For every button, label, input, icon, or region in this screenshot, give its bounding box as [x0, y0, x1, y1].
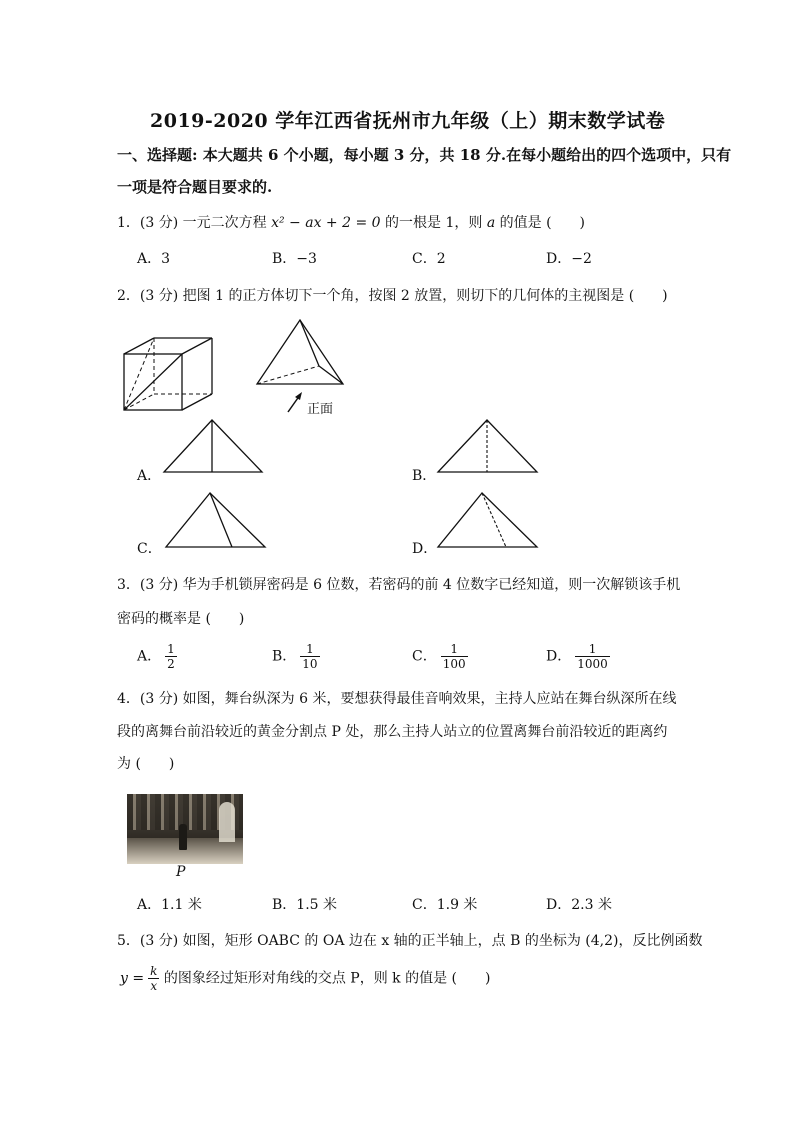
q3-option-a-num: 1 [167, 642, 175, 656]
question-4-line3: 为 ( ) [117, 756, 175, 772]
question-4-line1: 4．(3 分) 如图，舞台纵深为 6 米，要想获得最佳音响效果，主持人应站在舞台纵深所在线 [117, 691, 677, 707]
q1-equation: x² − ax + 2 = 0 [271, 215, 381, 231]
q4-option-d[interactable]: D．2.3 米 [546, 897, 612, 913]
q3-option-c-label: C． [412, 648, 437, 665]
q2-option-c-figure[interactable] [164, 491, 268, 549]
q5-function-den: x [150, 979, 158, 993]
q2-option-a-figure[interactable] [162, 418, 264, 474]
q3-option-b-label: B． [272, 648, 297, 665]
question-1-stem [117, 212, 585, 232]
question-4-line2: 段的离舞台前沿较近的黄金分割点 P 处，那么主持人站立的位置离舞台前沿较近的距离约 [117, 724, 668, 740]
q3-option-d-fraction [575, 642, 610, 671]
q3-option-d[interactable] [546, 642, 610, 671]
q1-variable: a [486, 215, 496, 231]
q3-option-c-den: 100 [442, 657, 466, 671]
question-3-line2: 密码的概率是 ( ) [117, 611, 245, 627]
q3-option-a-den: 2 [167, 657, 175, 671]
q3-option-b-num: 1 [306, 642, 314, 656]
figure-1-cube [120, 336, 216, 416]
q2-option-c-label[interactable]: C． [137, 541, 162, 557]
q1-stem-a: 1．(3 分) 一元二次方程 [117, 215, 272, 231]
stage-photo-host [179, 824, 187, 850]
stage-photo [127, 794, 243, 864]
q3-option-d-label: D． [546, 648, 572, 665]
q5-function-y: y = [120, 970, 145, 987]
front-view-label: 正面 [307, 402, 334, 417]
q2-option-b-figure[interactable] [436, 418, 540, 474]
q2-option-d-figure[interactable] [436, 491, 540, 549]
question-2-stem: 2．(3 分) 把图 1 的正方体切下一个角，按图 2 放置，则切下的几何体的主视图是 ( ) [117, 288, 668, 304]
page-title: 2019-2020 学年江西省抚州市九年级（上）期末数学试卷 [150, 110, 666, 132]
q1-option-c[interactable]: C．2 [412, 251, 446, 267]
q3-option-a[interactable] [137, 642, 177, 671]
section-heading-line2: 一项是符合题目要求的. [117, 178, 273, 196]
q3-option-a-label: A． [137, 648, 162, 665]
q1-option-b[interactable]: B．−3 [272, 251, 317, 267]
q3-option-c-fraction [441, 642, 468, 671]
q3-option-a-fraction [165, 642, 177, 671]
stage-photo-door [219, 802, 235, 842]
question-3-line1: 3．(3 分) 华为手机锁屏密码是 6 位数，若密码的前 4 位数字已经知道，则一次解锁该手机 [117, 577, 681, 593]
q1-option-d[interactable]: D．−2 [546, 251, 592, 267]
q3-option-b[interactable] [272, 642, 320, 671]
q5-line2-text: 的图象经过矩形对角线的交点 P，则 k 的值是 ( ) [159, 970, 491, 987]
q4-option-b[interactable]: B．1.5 米 [272, 897, 338, 913]
front-view-arrow-icon [286, 392, 304, 414]
question-5-line1: 5．(3 分) 如图，矩形 OABC 的 OA 边在 x 轴的正半轴上，点 B 的坐标为 (4,2)，反比例函数 [117, 933, 703, 949]
q3-option-c[interactable] [412, 642, 468, 671]
q1-stem-c: 的值是 ( ) [495, 215, 586, 231]
photo-point-label: P [176, 864, 186, 880]
q3-option-b-den: 10 [302, 657, 318, 671]
q5-function-num: k [150, 964, 158, 978]
question-5-line2 [120, 964, 490, 993]
q1-option-a[interactable]: A．3 [137, 251, 171, 267]
section-heading-line1: 一、选择题: 本大题共 6 个小题，每小题 3 分，共 18 分.在每小题给出的四个选项中，只有 [117, 146, 732, 164]
q1-stem-b: 的一根是 1，则 [380, 215, 487, 231]
q2-option-b-label[interactable]: B． [412, 468, 437, 484]
q4-option-a[interactable]: A．1.1 米 [137, 897, 202, 913]
q2-option-a-label[interactable]: A． [137, 468, 162, 484]
figure-2-tetrahedron [255, 318, 347, 388]
q3-option-b-fraction [300, 642, 319, 671]
q2-option-d-label[interactable]: D． [412, 541, 438, 557]
q3-option-c-num: 1 [450, 642, 458, 656]
q5-function-fraction [148, 964, 159, 993]
q3-option-d-num: 1 [588, 642, 597, 656]
q4-option-c[interactable]: C．1.9 米 [412, 897, 478, 913]
q3-option-d-den: 1000 [577, 657, 608, 671]
